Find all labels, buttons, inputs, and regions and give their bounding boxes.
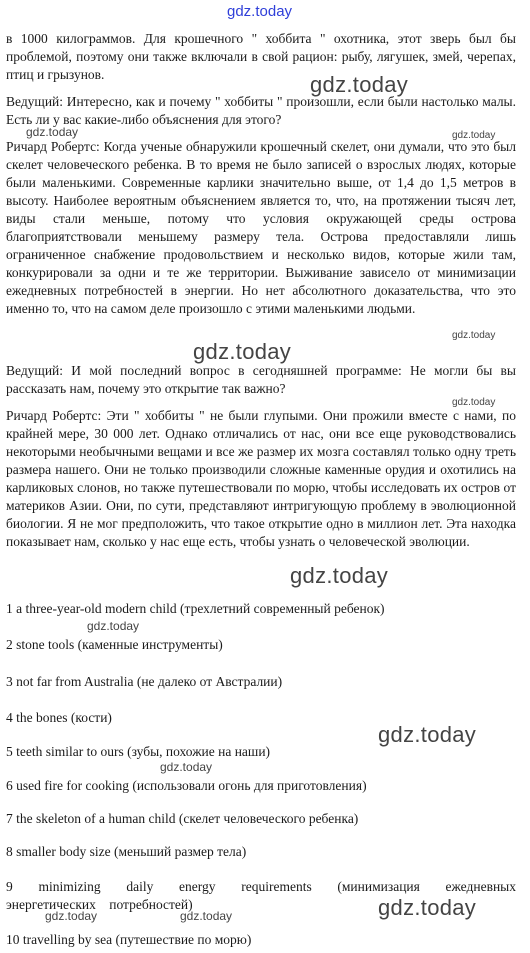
watermark: gdz.today	[452, 330, 496, 341]
watermark: gdz.today	[193, 339, 292, 364]
paragraph-host-question-2: Ведущий: И мой последний вопрос в сегодняшней программе: Не могли бы вы рассказать нам, почему это открытие так важно?	[6, 363, 516, 396]
watermark: gdz.today	[45, 909, 98, 923]
watermark: gdz.today	[87, 619, 140, 633]
watermark: gdz.today	[180, 909, 233, 923]
answer-item-6: 6 used fire for cooking (использовали огонь для приготовления)	[6, 778, 367, 793]
paragraph-host-question-1: Ведущий: Интересно, как и почему " хоббиты " произошли, если были настолько малы. Есть ли у вас какие-либо объяснения для этого?	[6, 94, 516, 127]
answer-item-3: 3 not far from Australia (не далеко от Австралии)	[6, 674, 283, 689]
paragraph-roberts-answer-2: Ричард Робертс: Эти " хоббиты " не были глупыми. Они прожили вместе с нами, по крайней мере, 30 000 лет. Однако отличались от нас, они все еще руководствовались некоторыми необычными вещами и все же размер их мозга составлял только одну треть размера нашего. Они не только производили сложные каменные орудия и охотились на карликовых слонов, но также путешествовали по морю, чтобы исследовать их остров от материков Азии. Они, по сути, представляют интригующую проблему в эволюционной биологии. Я не мог предположить, что такое открытие одно в миллион лет. Эта находка показывает нам, сколько у нас еще есть, чтобы узнать о человеческой эволюции.	[6, 408, 516, 549]
answer-item-10: 10 travelling by sea (путешествие по морю)	[6, 932, 252, 947]
answer-item-1: 1 a three-year-old modern child (трехлетний современный ребенок)	[6, 601, 385, 616]
paragraph-roberts-answer-1: Ричард Робертс: Когда ученые обнаружили крошечный скелет, они думали, что это был скелет человеческого ребенка. В то время не было записей о взрослых людях, которые были маленькими. Современные карлики значительно выше, от 1,4 до 1,5 метров в высоту. Наиболее вероятным объяснением является то, что, на протяжении тысяч лет, виды стали меньше, потому что условия окружающей среды острова благоприятствовали меньшему размеру тела. Острова предоставляли лишь ограниченное снабжение продовольствием и несколько видов, которые жили там, конкурировали за одни и те же территории. Выживание зависело от минимизации ежедневных потребностей в энергии. Но нет абсолютного доказательства, что это именно то, что на самом деле произошло с этими маленькими людьми.	[6, 139, 516, 316]
watermark: gdz.today	[378, 895, 477, 920]
watermark: gdz.today	[452, 397, 496, 408]
watermark: gdz.today	[310, 72, 409, 97]
watermark: gdz.today	[452, 130, 496, 141]
paragraph-diet: в 1000 килограммов. Для крошечного " хоббита " охотника, этот зверь был бы проблемой, поэтому они также включали в свой рацион: рыбу, лягушек, змей, черепах, птиц и грызунов.	[6, 31, 516, 82]
answer-item-9: 9 minimizing daily energy requirements (минимизация ежедневных энергетических потребностей)	[6, 879, 516, 912]
answer-item-7: 7 the skeleton of a human child (скелет человеческого ребенка)	[6, 811, 359, 826]
header-watermark: gdz.today	[227, 3, 293, 20]
answer-item-2: 2 stone tools (каменные инструменты)	[6, 637, 223, 652]
answer-item-5: 5 teeth similar to ours (зубы, похожие на наши)	[6, 744, 271, 759]
answer-item-4: 4 the bones (кости)	[6, 710, 112, 725]
watermark: gdz.today	[378, 722, 477, 747]
answer-item-8: 8 smaller body size (меньший размер тела)	[6, 844, 247, 859]
watermark: gdz.today	[160, 760, 213, 774]
watermark: gdz.today	[26, 125, 79, 139]
watermark: gdz.today	[290, 563, 389, 588]
